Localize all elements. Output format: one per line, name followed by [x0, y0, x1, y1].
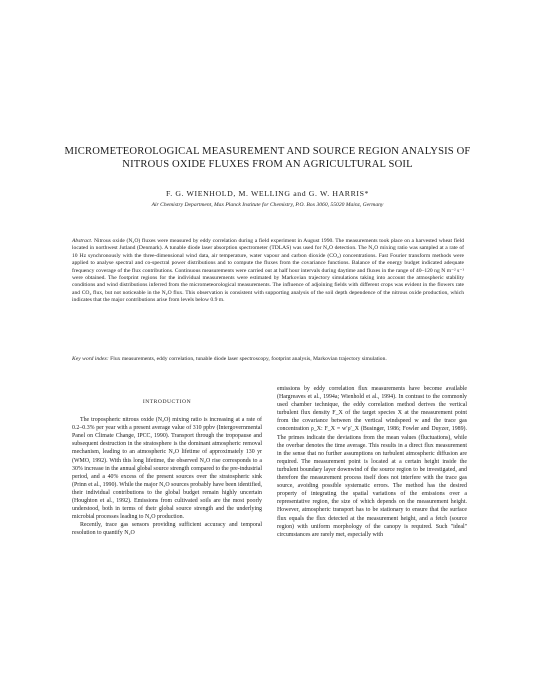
body-paragraph: The tropospheric nitrous oxide (N₂O) mixing ratio is increasing at a rate of 0.2–0.3% per year with a present average value of 310 ppbv (Intergovernmental Panel on Climate Change, IPCC, 1990). Transport through the tropopause and subsequent destruction in the stratosphere is the dominant atmospheric removal mechanism, leading to an atmospheric N₂O lifetime of approximately 130 yr (WMO, 1992). With this long lifetime, the observed N₂O rise corresponds to a 30% increase in the annual global source strength compared to the pre-industrial period, and a 40% excess of the present sources over the stratospheric sink (Prinn et al., 1990). While the major N₂O sources probably have been identified, their individual contributions to the global budget remain highly uncertain (Houghton et al., 1992). Emissions from cultivated soils are the most poorly understood, both in terms of their global source strength and the underlying microbial processes leading to N₂O production. — [72, 417, 262, 521]
paper-title: MICROMETEOROLOGICAL MEASUREMENT AND SOURCE REGION ANALYSIS OF NITROUS OXIDE FLUXES FROM AN AGRICULTURAL SOIL — [64, 146, 471, 170]
abstract-label: Abstract. — [72, 238, 93, 244]
body-paragraph: Recently, trace gas sensors providing sufficient accuracy and temporal resolution to quantify N₂O — [72, 522, 262, 537]
keywords — [72, 356, 464, 363]
left-column — [72, 398, 262, 538]
right-column — [277, 385, 467, 539]
keywords-label: Key word index: — [72, 356, 109, 362]
author-affiliation: Air Chemistry Department, Max Planck Institute for Chemistry, P.O. Box 3060, 55020 Mainz, Germany — [151, 202, 384, 208]
abstract — [72, 238, 464, 305]
section-heading: INTRODUCTION — [142, 399, 192, 405]
body-paragraph: emissions by eddy correlation flux measurements have become available (Hargreaves et al., 1994a; Wienhold et al., 1994). In contrast to the commonly used chamber technique, the eddy correlation method derives the vertical turbulent flux density F_X of the target species X at the measurement point from the covariance between the vertical windspeed w and the trace gas concentration ρ_X: F_X = w′ρ′_X (Businger, 1986; Fowler and Duyzer, 1989). The primes indicate the deviations from the mean values (fluctuations), while the overbar denotes the time average. This results in a direct flux measurement in the sense that no further assumptions on turbulent atmospheric diffusion are required. The measurement point is located at a certain height inside the turbulent boundary layer downwind of the source region to be investigated, and therefore the measurement process itself does not interfere with the trace gas source, avoiding possible systematic errors. The method has the desired property of integrating the spatial variations of the emissions over a representative region, the size of which depends on the measurement height. However, atmospheric transport has to be stationary to ensure that the surface flux equals the flux detected at the measurement height, and a fetch (source region) with uniform morphology of the canopy is required. Such "ideal" circumstances are rarely met, especially with — [277, 386, 467, 538]
keywords-text: Flux measurements, eddy correlation, tunable diode laser spectroscopy, footprint analysis, Markovian trajectory simulation. — [110, 356, 387, 362]
abstract-text: Nitrous oxide (N₂O) fluxes were measured by eddy correlation during a field experiment in August 1990. The measurements took place on a harvested wheat field located in northwest Jutland (Denmark). A tunable diode laser absorption spectrometer (TDLAS) was used for N₂O detection. The N₂O mixing ratio was sampled at a rate of 10 Hz synchronously with the three-dimensional wind data, air temperature, water vapour and carbon dioxide (CO₂) concentrations. Fast Fourier transform methods were applied to analyse spectral and co-spectral power distributions and to compute the fluxes from the covariance functions. Balance of the energy budget indicated adequate frequency coverage of the flux contributions. Continuous measurements were carried out at half hour intervals during daytime and fluxes in the range of 40–120 ng N m⁻² s⁻¹ were obtained. The footprint regions for the individual measurements were estimated by Markovian trajectory simulations taking into account the atmospheric stability conditions and wind distributions inferred from the micrometeorological measurements. The influence of adjoining fields with different crops was evident in the flowers rate and CO₂ flux, but not noticeable in the N₂O flux. This observation is consistent with supporting analysis of the soil depth dependence of the nitrous oxide production, which indicates that the major contributions arise from levels below 0.9 m. — [72, 238, 464, 304]
author-list: F. G. WIENHOLD, M. WELLING and G. W. HARRIS* — [165, 189, 370, 198]
